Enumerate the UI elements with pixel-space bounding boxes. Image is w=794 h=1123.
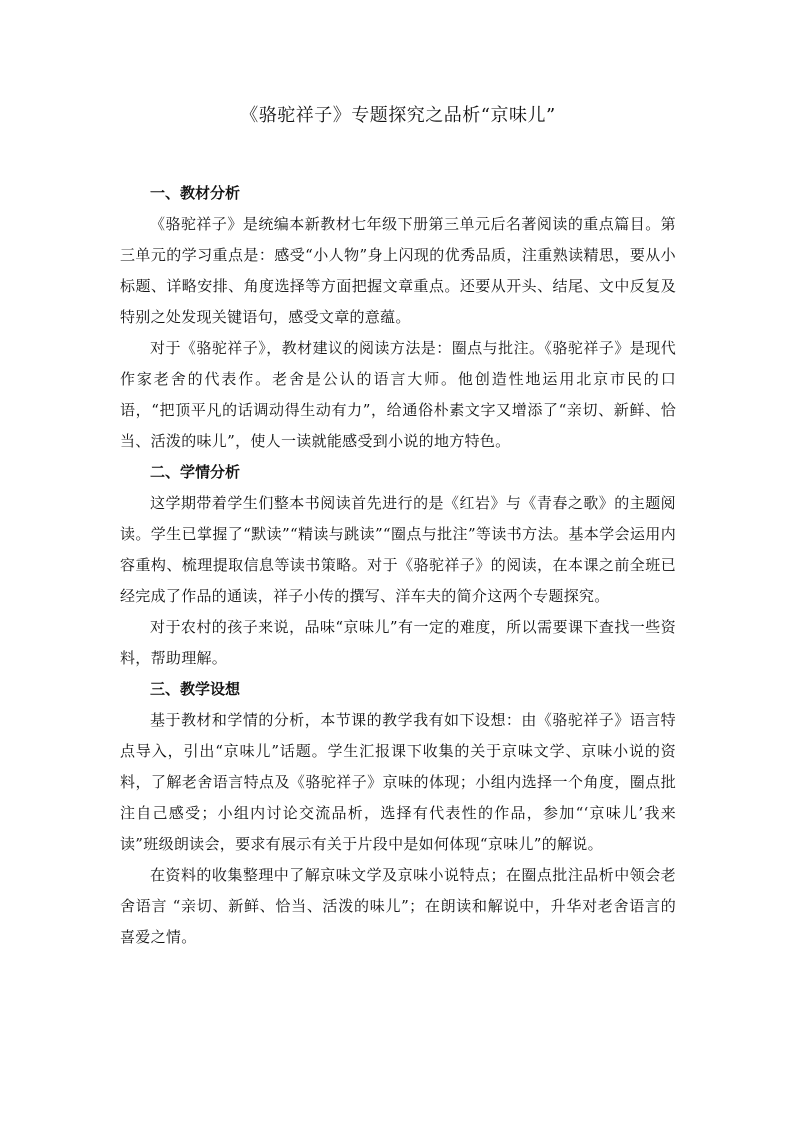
paragraph: 在资料的收集整理中了解京味文学及京味小说特点；在圈点批注品析中领会老舍语言 “亲切、新鲜、恰当、活泼的味儿”；在朗读和解说中，升华对老舍语言的喜爱之情。: [120, 866, 676, 946]
paragraph: 《骆驼祥子》是统编本新教材七年级下册第三单元后名著阅读的重点篇目。第三单元的学习重点是：感受“小人物”身上闪现的优秀品质，注重熟读精思，要从小标题、详略安排、角度选择等方面把握文章重点。还要从开头、结尾、文中反复及特别之处发现关键语句，感受文章的意蕴。: [120, 215, 676, 326]
section-textbook-analysis: [120, 178, 676, 457]
paragraph: 对于农村的孩子来说，品味“京味儿”有一定的难度，所以需要课下查找一些资料，帮助理解。: [120, 618, 676, 667]
document-page: [120, 98, 676, 953]
section-heading: 一、教材分析: [150, 184, 241, 202]
paragraph: 对于《骆驼祥子》，教材建议的阅读方法是：圈点与批注。《骆驼祥子》是现代作家老舍的代表作。老舍是公认的语言大师。他创造性地运用北京市民的口语，“把顶平凡的话调动得生动有力”，给通俗朴素文字又增添了“亲切、新鲜、恰当、活泼的味儿”，使人一读就能感受到小说的地方特色。: [120, 339, 676, 450]
paragraph: 基于教材和学情的分析，本节课的教学我有如下设想：由《骆驼祥子》语言特点导入，引出“京味儿”话题。学生汇报课下收集的关于京味文学、京味小说的资料，了解老舍语言特点及《骆驼祥子》京味的体现；小组内选择一个角度，圈点批注自己感受；小组内讨论交流品析，选择有代表性的作品，参加“‘京味儿’我来读”班级朗读会，要求有展示有关于片段中是如何体现“京味儿”的解说。: [120, 711, 676, 853]
section-heading: 三、教学设想: [150, 680, 241, 698]
section-teaching-plan: [120, 674, 676, 953]
section-heading: 二、学情分析: [150, 463, 241, 481]
paragraph: 这学期带着学生们整本书阅读首先进行的是《红岩》与《青春之歌》的主题阅读。学生已掌握了“默读”“精读与跳读”“圈点与批注”等读书方法。基本学会运用内容重构、梳理提取信息等读书策略。对于《骆驼祥子》的阅读，在本课之前全班已经完成了作品的通读，祥子小传的撰写、洋车夫的简介这两个专题探究。: [120, 494, 676, 605]
section-student-analysis: [120, 457, 676, 674]
document-title: 《骆驼祥子》专题探究之品析“京味儿”: [240, 105, 556, 126]
